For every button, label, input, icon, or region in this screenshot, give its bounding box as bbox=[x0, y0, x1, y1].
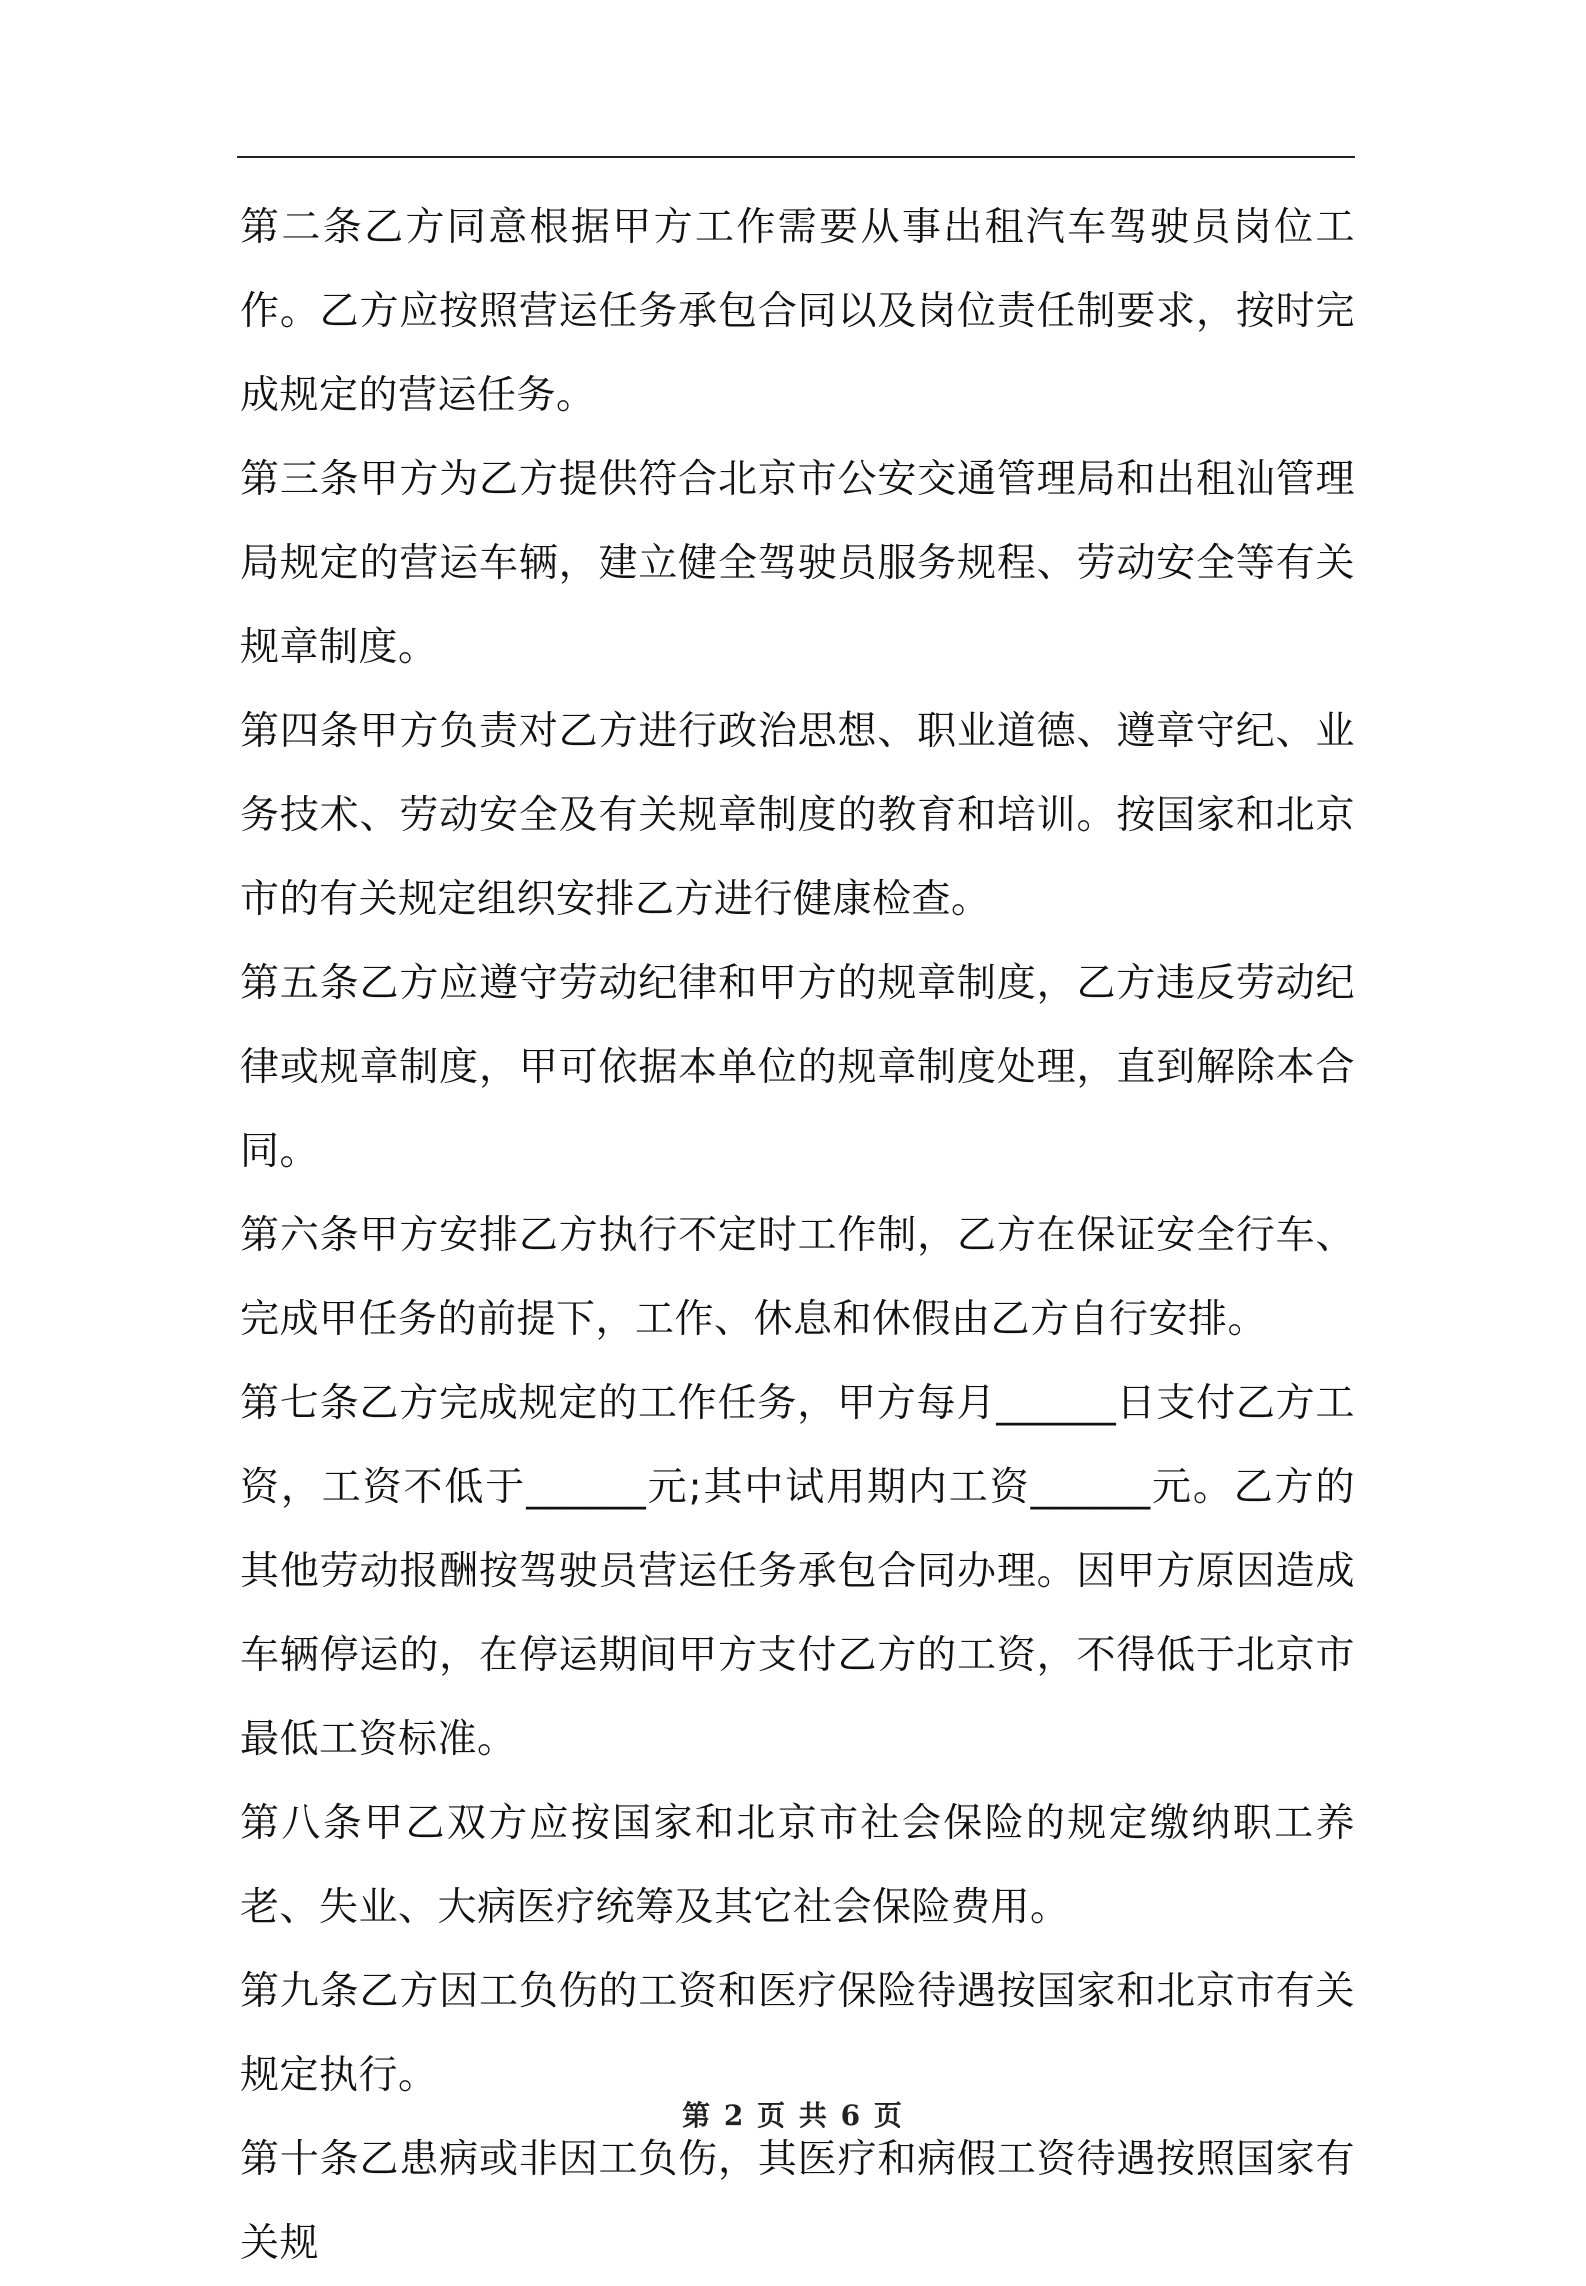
article-6: 第六条甲方安排乙方执行不定时工作制，乙方在保证安全行车、完成甲任务的前提下，工作、休息和休假由乙方自行安排。 bbox=[240, 1213, 1355, 1342]
article-5: 第五条乙方应遵守劳动纪律和甲方的规章制度，乙方违反劳动纪律或规章制度，甲可依据本单位的规章制度处理，直到解除本合同。 bbox=[240, 961, 1355, 1174]
article-3: 第三条甲方为乙方提供符合北京市公安交通管理局和出租汕管理局规定的营运车辆，建立健全驾驶员服务规程、劳动安全等有关规章制度。 bbox=[240, 457, 1355, 670]
article-7: 第七条乙方完成规定的工作任务，甲方每月______日支付乙方工资，工资不低于______元;其中试用期内工资______元。乙方的其他劳动报酬按驾驶员营运任务承包合同办理。因甲方原因造成车辆停运的，在停运期间甲方支付乙方的工资，不得低于北京市最低工资标准。 bbox=[240, 1381, 1355, 1762]
header-rule bbox=[237, 156, 1355, 158]
article-10: 第十条乙患病或非因工负伤，其医疗和病假工资待遇按照国家有关规 bbox=[240, 2137, 1355, 2266]
page-number-footer: 第 2 页 共 6 页 bbox=[682, 2099, 904, 2132]
article-2: 第二条乙方同意根据甲方工作需要从事出租汽车驾驶员岗位工作。乙方应按照营运任务承包合同以及岗位责任制要求，按时完成规定的营运任务。 bbox=[240, 205, 1355, 418]
article-4: 第四条甲方负责对乙方进行政治思想、职业道德、遵章守纪、业务技术、劳动安全及有关规章制度的教育和培训。按国家和北京市的有关规定组织安排乙方进行健康检查。 bbox=[240, 709, 1355, 922]
article-9: 第九条乙方因工负伤的工资和医疗保险待遇按国家和北京市有关规定执行。 bbox=[240, 1969, 1355, 2098]
article-8: 第八条甲乙双方应按国家和北京市社会保险的规定缴纳职工养老、失业、大病医疗统筹及其它社会保险费用。 bbox=[240, 1801, 1355, 1930]
document-body bbox=[240, 186, 1355, 2286]
